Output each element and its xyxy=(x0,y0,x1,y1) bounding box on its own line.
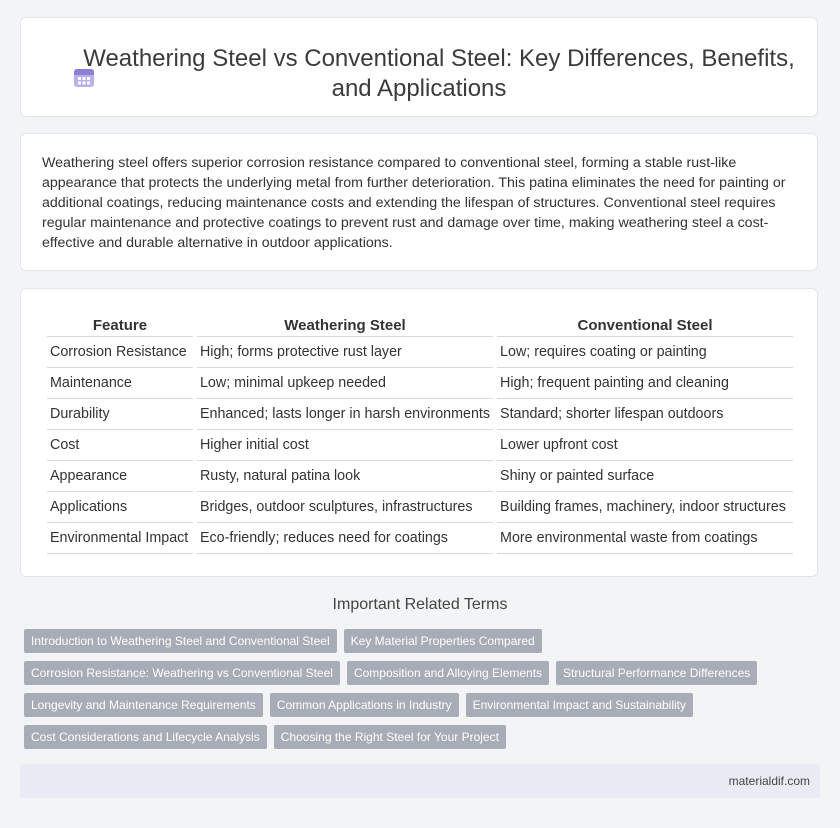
table-cell: Rusty, natural patina look xyxy=(197,461,493,492)
intro-card xyxy=(20,133,818,271)
header-conventional-steel: Conventional Steel xyxy=(497,316,793,337)
page-title xyxy=(21,44,817,104)
table-cell: Durability xyxy=(47,399,193,430)
related-term-tag[interactable]: Corrosion Resistance: Weathering vs Conventional Steel xyxy=(24,661,340,685)
related-term-tag[interactable]: Choosing the Right Steel for Your Project xyxy=(274,725,506,749)
table-cell: Higher initial cost xyxy=(197,430,493,461)
related-term-tag[interactable]: Environmental Impact and Sustainability xyxy=(466,693,693,717)
table-cell: Low; requires coating or painting xyxy=(497,337,793,368)
table-row xyxy=(47,461,793,492)
table-cell: Standard; shorter lifespan outdoors xyxy=(497,399,793,430)
table-cell: High; forms protective rust layer xyxy=(197,337,493,368)
tag-row xyxy=(24,661,814,685)
intro-paragraph: Weathering steel offers superior corrosion resistance compared to conventional steel, forming a stable rust-like appearance that protects the underlying metal from further deterioration. This patina eliminates the need for painting or additional coatings, reducing maintenance costs and extending the lifespan of structures. Conventional steel requires regular maintenance and protective coatings to prevent rust and damage over time, making weathering steel a cost-effective and durable alternative in outdoor applications. xyxy=(42,155,786,251)
table-row xyxy=(47,368,793,399)
table-cell: Bridges, outdoor sculptures, infrastructures xyxy=(197,492,493,523)
tag-row xyxy=(24,693,814,717)
header-card xyxy=(20,17,818,117)
table-cell: Appearance xyxy=(47,461,193,492)
table-cell: Shiny or painted surface xyxy=(497,461,793,492)
related-terms-title: Important Related Terms xyxy=(332,596,508,613)
related-term-tag[interactable]: Structural Performance Differences xyxy=(556,661,757,685)
table-row xyxy=(47,430,793,461)
table-row xyxy=(47,337,793,368)
page-title-line2: and Applications xyxy=(331,75,507,102)
table-cell: Enhanced; lasts longer in harsh environments xyxy=(197,399,493,430)
comparison-table-card xyxy=(20,288,818,577)
table-row xyxy=(47,523,793,554)
table-cell: Applications xyxy=(47,492,193,523)
header-weathering-steel: Weathering Steel xyxy=(197,316,493,337)
related-term-tag[interactable]: Cost Considerations and Lifecycle Analysis xyxy=(24,725,267,749)
footer-site-name[interactable]: materialdif.com xyxy=(728,774,810,788)
table-cell: Environmental Impact xyxy=(47,523,193,554)
comparison-table xyxy=(43,316,797,554)
table-header-row xyxy=(47,316,793,337)
table-cell: Maintenance xyxy=(47,368,193,399)
related-term-tag[interactable]: Key Material Properties Compared xyxy=(344,629,542,653)
table-cell: Low; minimal upkeep needed xyxy=(197,368,493,399)
related-term-tag[interactable]: Longevity and Maintenance Requirements xyxy=(24,693,263,717)
table-row xyxy=(47,492,793,523)
table-cell: Building frames, machinery, indoor structures xyxy=(497,492,793,523)
table-row xyxy=(47,399,793,430)
related-term-tag[interactable]: Common Applications in Industry xyxy=(270,693,459,717)
tag-row xyxy=(24,629,814,653)
table-cell: More environmental waste from coatings xyxy=(497,523,793,554)
page-title-line1: Weathering Steel vs Conventional Steel: Key Differences, Benefits, xyxy=(83,45,795,72)
table-cell: Eco-friendly; reduces need for coatings xyxy=(197,523,493,554)
related-term-tag[interactable]: Introduction to Weathering Steel and Conventional Steel xyxy=(24,629,337,653)
table-cell: Lower upfront cost xyxy=(497,430,793,461)
related-terms-tags xyxy=(24,629,814,757)
tag-row xyxy=(24,725,814,749)
footer xyxy=(20,764,820,798)
table-cell: Cost xyxy=(47,430,193,461)
header-feature: Feature xyxy=(47,316,193,337)
related-term-tag[interactable]: Composition and Alloying Elements xyxy=(347,661,549,685)
table-cell: High; frequent painting and cleaning xyxy=(497,368,793,399)
table-cell: Corrosion Resistance xyxy=(47,337,193,368)
